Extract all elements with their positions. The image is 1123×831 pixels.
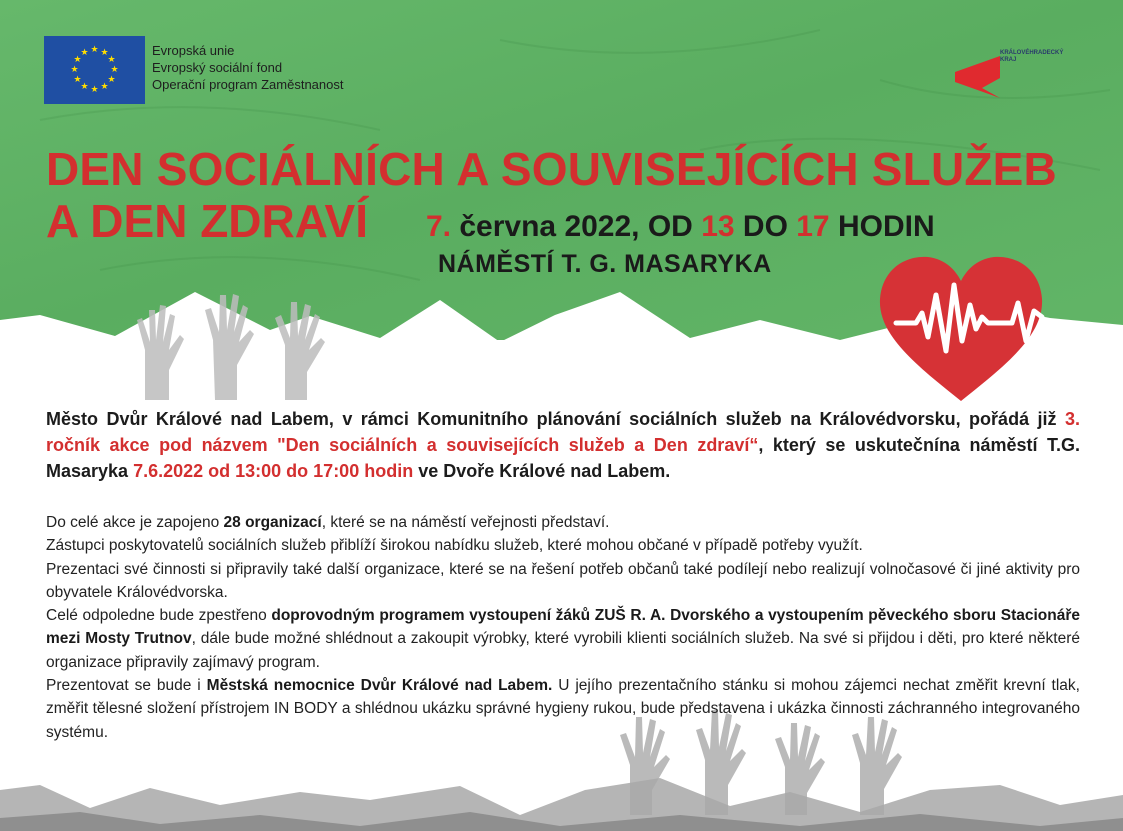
svg-text:★: ★ <box>80 48 89 58</box>
svg-text:★: ★ <box>73 55 82 65</box>
body-p1-text-a: Do celé akce je zapojeno <box>46 514 224 531</box>
svg-text:★: ★ <box>100 82 109 92</box>
event-date-time <box>426 210 935 244</box>
svg-text:★: ★ <box>80 82 89 92</box>
time-unit: HODIN <box>829 210 935 243</box>
intro-part-2: , který se uskutečnína náměstí T.G. Masaryka <box>46 435 1080 481</box>
eu-line-3: Operační program Zaměstnanost <box>152 77 344 92</box>
svg-text:★: ★ <box>90 85 99 95</box>
body-text <box>46 511 1080 744</box>
body-p5-text-c: U jejího prezentačního stánku si mohou zájemci nechat změřit krevní tlak, změřit tělesné složení přístrojem IN BODY a shlédnou ukázku správné hygieny rukou, bude představena i ukázka činnosti záchranného integrovaného systému. <box>46 677 1080 741</box>
intro-highlight-date: 7.6.2022 od 13:00 do 17:00 hodin <box>133 461 414 481</box>
intro-part-1: Město Dvůr Králové nad Labem, v rámci Komunitního plánování sociálních služeb na Královédvorsku, pořádá již <box>46 409 1065 429</box>
body-paragraph-1 <box>46 511 1080 534</box>
body-p4-text-c: , dále bude možné shlédnout a zakoupit výrobky, které vyrobili klienti sociálních služeb. Na své si přijdou i děti, pro které některé organizace připravily zajímavý program. <box>46 630 1080 671</box>
raised-hands-top-illustration <box>125 280 355 400</box>
svg-text:★: ★ <box>107 55 116 65</box>
date-day: 7. <box>426 210 452 243</box>
event-place: NÁMĚSTÍ T. G. MASARYKA <box>438 250 772 278</box>
body-p5-text-a: Prezentovat se bude i <box>46 677 207 695</box>
heart-pulse-icon <box>876 255 1046 405</box>
date-month-year: června 2022, OD <box>451 210 702 243</box>
svg-text:★: ★ <box>107 75 116 85</box>
body-p5-bold: Městská nemocnice Dvůr Králové nad Labem. <box>206 677 553 695</box>
body-paragraph-4 <box>46 604 1080 674</box>
svg-text:★: ★ <box>90 45 99 55</box>
event-title-line-1: DEN SOCIÁLNÍCH A SOUVISEJÍCÍCH SLUŽEB <box>46 143 1057 195</box>
time-to-word: DO <box>734 210 797 243</box>
eu-line-1: Evropská unie <box>152 43 235 58</box>
svg-text:★: ★ <box>100 48 109 58</box>
svg-text:★: ★ <box>73 75 82 85</box>
body-p1-text-c: , které se na náměstí veřejnosti představí. <box>321 514 610 531</box>
eu-flag-logo <box>44 36 145 104</box>
eu-line-2: Evropský sociální fond <box>152 60 283 75</box>
time-to: 17 <box>796 210 830 243</box>
intro-part-3: ve Dvoře Králové nad Labem. <box>413 461 671 481</box>
eu-funding-text <box>152 42 343 93</box>
event-title-line-2: A DEN ZDRAVÍ <box>46 195 368 247</box>
body-paragraph-2: Zástupci poskytovatelů sociálních služeb přiblíží širokou nabídku služeb, které mohou občané v případě potřeby využít. <box>46 537 863 555</box>
kraj-name-text: KRÁLOVÉHRADECKÝ KRAJ <box>1000 50 1064 63</box>
intro-paragraph <box>46 406 1080 484</box>
intro-highlight-event: 3. ročník akce pod názvem "Den sociálních a souvisejících služeb a Den zdraví“ <box>46 409 1080 455</box>
body-paragraph-5 <box>46 674 1080 744</box>
body-p1-bold: 28 organizací <box>223 514 322 531</box>
time-from: 13 <box>701 210 735 243</box>
svg-text:★: ★ <box>70 65 79 75</box>
svg-text:★: ★ <box>110 65 119 75</box>
body-p4-text-a: Celé odpoledne bude zpestřeno <box>46 607 272 625</box>
body-paragraph-3: Prezentaci své činnosti si připravily také další organizace, které se na řešení potřeb občanů také podílejí nebo realizují volnočasové či jiné aktivity pro obyvatele Královédvorska. <box>46 560 1080 601</box>
body-p4-bold: doprovodným programem vystoupení žáků ZUŠ R. A. Dvorského a vystoupením pěveckého sboru Stacionáře mezi Mosty Trutnov <box>46 607 1080 648</box>
